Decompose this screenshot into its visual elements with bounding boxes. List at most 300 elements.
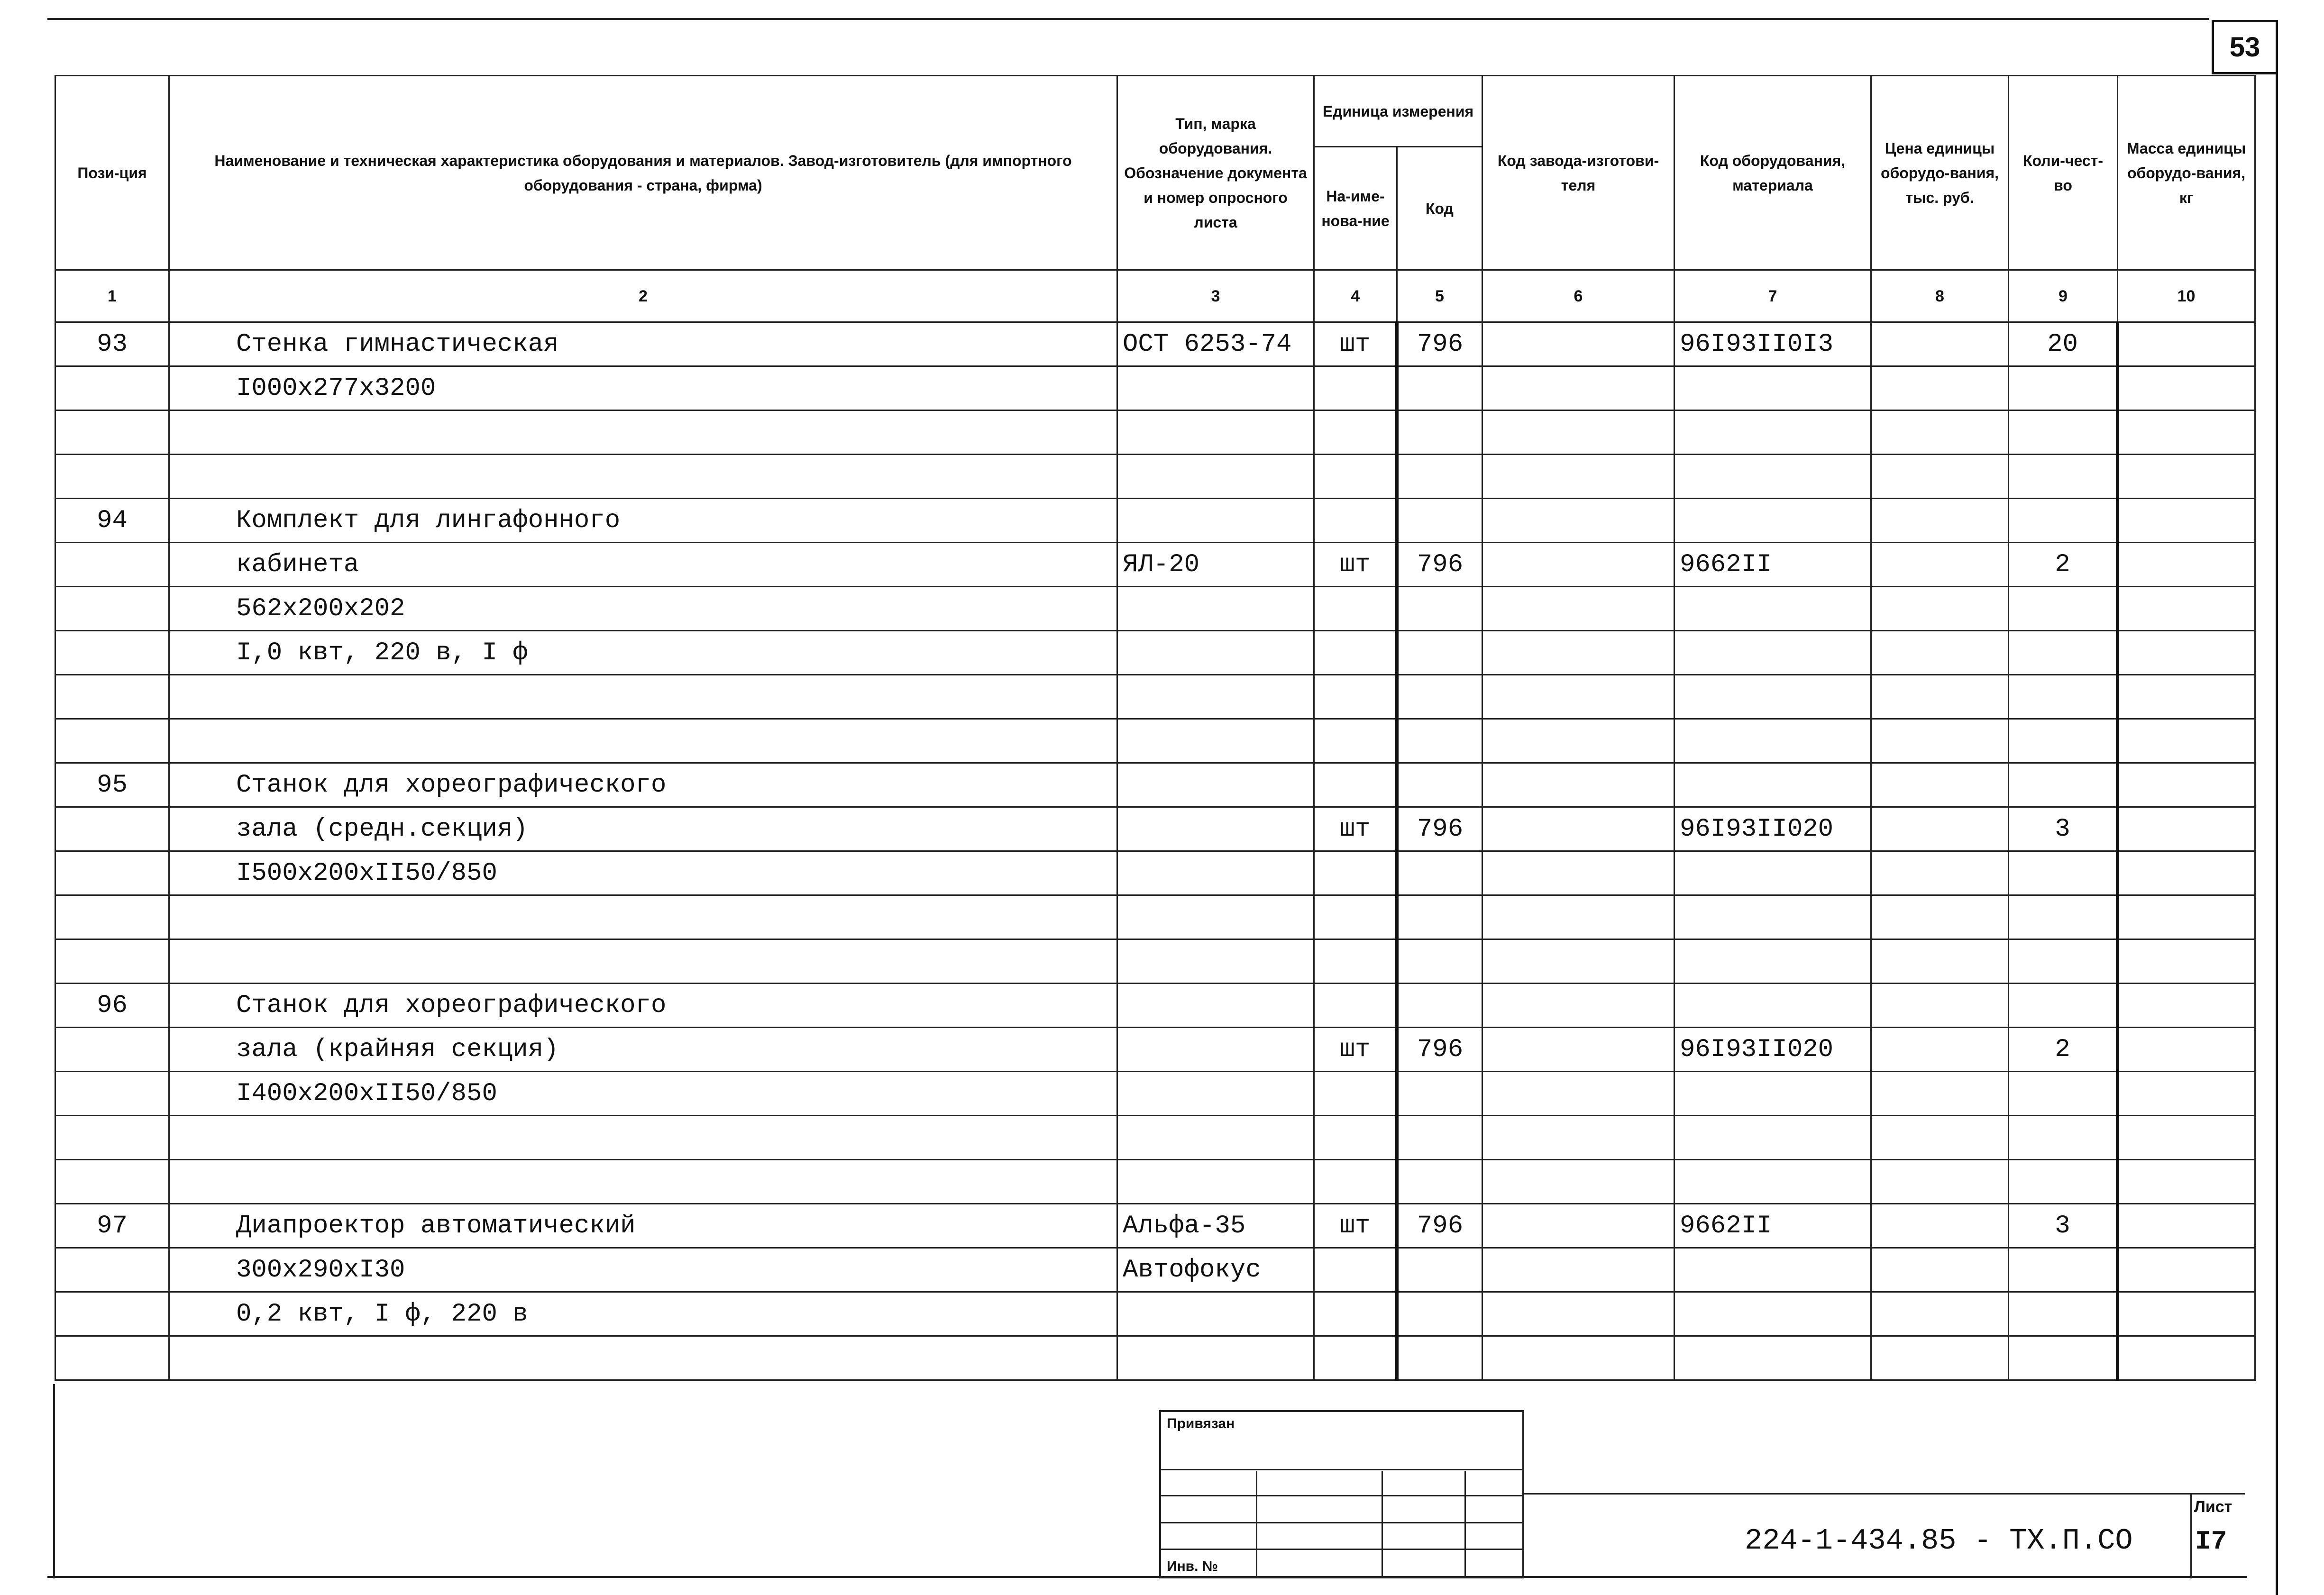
document-code: 224-1-434.85 - ТХ.П.СО <box>1745 1524 2133 1558</box>
mass-cell <box>2118 984 2255 1028</box>
type-cell <box>1117 984 1314 1028</box>
unit-code-cell: 796 <box>1397 322 1482 366</box>
price-cell <box>1871 984 2009 1028</box>
price-cell <box>1871 895 2009 939</box>
mass-cell <box>2118 1072 2255 1116</box>
table-row <box>55 1028 2255 1072</box>
type-cell: ЯЛ-20 <box>1117 543 1314 587</box>
mass-cell <box>2118 366 2255 410</box>
table-row <box>55 1292 2255 1336</box>
equipment-code-cell <box>1674 675 1871 719</box>
equipment-code-cell: 96I93II020 <box>1674 1028 1871 1072</box>
equipment-code-cell <box>1674 984 1871 1028</box>
header-factory-code: Код завода-изготови-теля <box>1482 76 1674 270</box>
unit-code-cell <box>1397 1116 1482 1160</box>
quantity-cell <box>2009 675 2118 719</box>
price-cell <box>1871 587 2009 631</box>
quantity-cell <box>2009 851 2118 895</box>
type-cell: Автофокус <box>1117 1248 1314 1292</box>
name-cell <box>169 939 1117 984</box>
type-cell <box>1117 719 1314 763</box>
unit-cell <box>1314 1292 1397 1336</box>
quantity-cell <box>2009 1248 2118 1292</box>
price-cell <box>1871 939 2009 984</box>
position-cell: 97 <box>55 1204 169 1248</box>
price-cell <box>1871 631 2009 675</box>
unit-cell <box>1314 1248 1397 1292</box>
table-row <box>55 895 2255 939</box>
position-cell <box>55 1336 169 1380</box>
factory-code-cell <box>1482 675 1674 719</box>
page-number: 53 <box>2212 20 2278 74</box>
type-cell <box>1117 1028 1314 1072</box>
equipment-code-cell <box>1674 499 1871 543</box>
type-cell <box>1117 1072 1314 1116</box>
table-row <box>55 1072 2255 1116</box>
unit-code-cell <box>1397 1292 1482 1336</box>
column-number: 2 <box>169 270 1117 322</box>
unit-cell: шт <box>1314 322 1397 366</box>
factory-code-cell <box>1482 1160 1674 1204</box>
name-cell: 300x290xI30 <box>169 1248 1117 1292</box>
name-cell: I400x200xII50/850 <box>169 1072 1117 1116</box>
name-cell: 0,2 квт, I ф, 220 в <box>169 1292 1117 1336</box>
position-cell <box>55 851 169 895</box>
quantity-cell: 3 <box>2009 807 2118 851</box>
equipment-code-cell: 9662II <box>1674 1204 1871 1248</box>
type-cell <box>1117 763 1314 807</box>
price-cell <box>1871 410 2009 455</box>
factory-code-cell <box>1482 763 1674 807</box>
table-row <box>55 410 2255 455</box>
equipment-code-cell <box>1674 1292 1871 1336</box>
quantity-cell <box>2009 939 2118 984</box>
equipment-code-cell <box>1674 1160 1871 1204</box>
table-row <box>55 851 2255 895</box>
factory-code-cell <box>1482 499 1674 543</box>
header-type: Тип, марка оборудования. Обозначение документа и номер опросного листа <box>1117 76 1314 270</box>
type-cell <box>1117 939 1314 984</box>
quantity-cell <box>2009 499 2118 543</box>
header-unit-name: На-име-нова-ние <box>1314 147 1397 270</box>
unit-code-cell <box>1397 851 1482 895</box>
price-cell <box>1871 1028 2009 1072</box>
equipment-code-cell <box>1674 1336 1871 1380</box>
unit-code-cell <box>1397 1336 1482 1380</box>
equipment-code-cell: 9662II <box>1674 543 1871 587</box>
unit-cell <box>1314 895 1397 939</box>
unit-cell <box>1314 499 1397 543</box>
factory-code-cell <box>1482 410 1674 455</box>
right-frame-rule <box>2276 73 2278 1595</box>
equipment-code-cell <box>1674 631 1871 675</box>
unit-cell: шт <box>1314 807 1397 851</box>
position-cell <box>55 675 169 719</box>
position-cell <box>55 587 169 631</box>
price-cell <box>1871 763 2009 807</box>
column-number: 8 <box>1871 270 2009 322</box>
type-cell <box>1117 410 1314 455</box>
table-row <box>55 366 2255 410</box>
column-number: 4 <box>1314 270 1397 322</box>
table-row <box>55 499 2255 543</box>
table-row <box>55 631 2255 675</box>
type-cell <box>1117 895 1314 939</box>
name-cell <box>169 455 1117 499</box>
equipment-code-cell <box>1674 455 1871 499</box>
unit-cell: шт <box>1314 1204 1397 1248</box>
factory-code-cell <box>1482 322 1674 366</box>
name-cell: Стенка гимнастическая <box>169 322 1117 366</box>
position-cell <box>55 895 169 939</box>
price-cell <box>1871 543 2009 587</box>
table-row <box>55 587 2255 631</box>
unit-cell <box>1314 631 1397 675</box>
sheet-label: Лист <box>2194 1498 2233 1516</box>
name-cell: зала (средн.секция) <box>169 807 1117 851</box>
name-cell: 562x200x202 <box>169 587 1117 631</box>
type-cell <box>1117 1116 1314 1160</box>
column-number: 3 <box>1117 270 1314 322</box>
factory-code-cell <box>1482 631 1674 675</box>
quantity-cell <box>2009 763 2118 807</box>
mass-cell <box>2118 807 2255 851</box>
unit-code-cell <box>1397 675 1482 719</box>
factory-code-cell <box>1482 1204 1674 1248</box>
position-cell <box>55 1160 169 1204</box>
unit-cell <box>1314 675 1397 719</box>
factory-code-cell <box>1482 1248 1674 1292</box>
unit-code-cell <box>1397 1072 1482 1116</box>
mass-cell <box>2118 1336 2255 1380</box>
mass-cell <box>2118 410 2255 455</box>
equipment-code-cell <box>1674 1248 1871 1292</box>
quantity-cell <box>2009 587 2118 631</box>
name-cell: кабинета <box>169 543 1117 587</box>
name-cell: Диапроектор автоматический <box>169 1204 1117 1248</box>
position-cell: 94 <box>55 499 169 543</box>
equipment-spec-table <box>55 75 2256 1381</box>
equipment-code-cell <box>1674 939 1871 984</box>
frame-left-rule <box>53 1384 55 1578</box>
unit-cell: шт <box>1314 543 1397 587</box>
equipment-code-cell <box>1674 851 1871 895</box>
table-row <box>55 455 2255 499</box>
mass-cell <box>2118 1116 2255 1160</box>
unit-code-cell <box>1397 366 1482 410</box>
table-row <box>55 543 2255 587</box>
type-cell <box>1117 587 1314 631</box>
equipment-code-cell <box>1674 1072 1871 1116</box>
unit-code-cell <box>1397 939 1482 984</box>
stamp-line <box>1256 1471 1257 1577</box>
mass-cell <box>2118 1248 2255 1292</box>
mass-cell <box>2118 763 2255 807</box>
position-cell <box>55 1248 169 1292</box>
mass-cell <box>2118 939 2255 984</box>
equipment-code-cell <box>1674 366 1871 410</box>
quantity-cell <box>2009 895 2118 939</box>
price-cell <box>1871 1292 2009 1336</box>
factory-code-cell <box>1482 543 1674 587</box>
mass-cell <box>2118 895 2255 939</box>
unit-code-cell <box>1397 984 1482 1028</box>
name-cell: Станок для хореографического <box>169 763 1117 807</box>
name-cell: I500x200xII50/850 <box>169 851 1117 895</box>
unit-code-cell: 796 <box>1397 1204 1482 1248</box>
mass-cell <box>2118 675 2255 719</box>
unit-cell <box>1314 984 1397 1028</box>
sheet-number: I7 <box>2195 1526 2227 1557</box>
factory-code-cell <box>1482 366 1674 410</box>
position-cell <box>55 631 169 675</box>
position-cell <box>55 1116 169 1160</box>
column-number: 5 <box>1397 270 1482 322</box>
bottom-rule <box>47 1576 2247 1578</box>
name-cell: I,0 квт, 220 в, I ф <box>169 631 1117 675</box>
quantity-cell <box>2009 1292 2118 1336</box>
table-row <box>55 1160 2255 1204</box>
table-row <box>55 719 2255 763</box>
table-row <box>55 939 2255 984</box>
price-cell <box>1871 1336 2009 1380</box>
quantity-cell <box>2009 719 2118 763</box>
equipment-code-cell: 96I93II0I3 <box>1674 322 1871 366</box>
mass-cell <box>2118 322 2255 366</box>
position-cell <box>55 543 169 587</box>
position-cell: 93 <box>55 322 169 366</box>
position-cell: 96 <box>55 984 169 1028</box>
title-block-rule <box>1524 1493 2245 1495</box>
binding-stamp <box>1159 1410 1524 1578</box>
unit-cell <box>1314 1072 1397 1116</box>
factory-code-cell <box>1482 1028 1674 1072</box>
mass-cell <box>2118 1204 2255 1248</box>
quantity-cell <box>2009 1116 2118 1160</box>
name-cell <box>169 675 1117 719</box>
unit-code-cell <box>1397 455 1482 499</box>
mass-cell <box>2118 455 2255 499</box>
name-cell: зала (крайняя секция) <box>169 1028 1117 1072</box>
mass-cell <box>2118 1160 2255 1204</box>
price-cell <box>1871 366 2009 410</box>
header-unit-code: Код <box>1397 147 1482 270</box>
price-cell <box>1871 719 2009 763</box>
table-row <box>55 984 2255 1028</box>
unit-code-cell <box>1397 1248 1482 1292</box>
unit-cell <box>1314 455 1397 499</box>
type-cell <box>1117 807 1314 851</box>
position-cell <box>55 939 169 984</box>
unit-cell <box>1314 1160 1397 1204</box>
type-cell: Альфа-35 <box>1117 1204 1314 1248</box>
header-price: Цена единицы оборудо-вания, тыс. руб. <box>1871 76 2009 270</box>
unit-cell <box>1314 1336 1397 1380</box>
quantity-cell <box>2009 1336 2118 1380</box>
factory-code-cell <box>1482 939 1674 984</box>
quantity-cell <box>2009 410 2118 455</box>
unit-cell <box>1314 851 1397 895</box>
type-cell <box>1117 1292 1314 1336</box>
header-quantity: Коли-чест-во <box>2009 76 2118 270</box>
unit-cell <box>1314 939 1397 984</box>
table-row <box>55 675 2255 719</box>
name-cell <box>169 1160 1117 1204</box>
type-cell <box>1117 499 1314 543</box>
type-cell <box>1117 851 1314 895</box>
mass-cell <box>2118 719 2255 763</box>
position-cell <box>55 719 169 763</box>
mass-cell <box>2118 1292 2255 1336</box>
type-cell <box>1117 366 1314 410</box>
table-row <box>55 1248 2255 1292</box>
position-cell <box>55 1028 169 1072</box>
mass-cell <box>2118 631 2255 675</box>
price-cell <box>1871 1072 2009 1116</box>
quantity-cell: 2 <box>2009 1028 2118 1072</box>
unit-code-cell <box>1397 719 1482 763</box>
type-cell <box>1117 455 1314 499</box>
unit-code-cell <box>1397 631 1482 675</box>
price-cell <box>1871 1160 2009 1204</box>
quantity-cell: 3 <box>2009 1204 2118 1248</box>
name-cell <box>169 410 1117 455</box>
quantity-cell <box>2009 455 2118 499</box>
price-cell <box>1871 1204 2009 1248</box>
name-cell <box>169 895 1117 939</box>
mass-cell <box>2118 543 2255 587</box>
position-cell <box>55 455 169 499</box>
mass-cell <box>2118 499 2255 543</box>
inventory-label: Инв. № <box>1167 1559 1218 1574</box>
equipment-code-cell <box>1674 895 1871 939</box>
unit-cell <box>1314 587 1397 631</box>
unit-code-cell <box>1397 895 1482 939</box>
unit-cell <box>1314 366 1397 410</box>
unit-code-cell <box>1397 410 1482 455</box>
quantity-cell <box>2009 984 2118 1028</box>
price-cell <box>1871 675 2009 719</box>
stamp-line <box>1161 1522 1522 1523</box>
unit-cell: шт <box>1314 1028 1397 1072</box>
price-cell <box>1871 807 2009 851</box>
position-cell: 95 <box>55 763 169 807</box>
stamp-line <box>1161 1469 1522 1470</box>
factory-code-cell <box>1482 895 1674 939</box>
table-row <box>55 1336 2255 1380</box>
table-row <box>55 322 2255 366</box>
column-number: 6 <box>1482 270 1674 322</box>
type-cell: ОСТ 6253-74 <box>1117 322 1314 366</box>
type-cell <box>1117 1160 1314 1204</box>
unit-cell <box>1314 1116 1397 1160</box>
column-number: 1 <box>55 270 169 322</box>
position-cell <box>55 366 169 410</box>
type-cell <box>1117 1336 1314 1380</box>
header-position: Пози-ция <box>55 76 169 270</box>
name-cell <box>169 719 1117 763</box>
price-cell <box>1871 1248 2009 1292</box>
factory-code-cell <box>1482 1116 1674 1160</box>
factory-code-cell <box>1482 851 1674 895</box>
header-unit-group: Единица измерения <box>1314 76 1482 147</box>
position-cell <box>55 807 169 851</box>
header-equipment-code: Код оборудования, материала <box>1674 76 1871 270</box>
factory-code-cell <box>1482 587 1674 631</box>
mass-cell <box>2118 851 2255 895</box>
equipment-code-cell <box>1674 587 1871 631</box>
price-cell <box>1871 455 2009 499</box>
unit-cell <box>1314 763 1397 807</box>
price-cell <box>1871 851 2009 895</box>
column-number: 10 <box>2118 270 2255 322</box>
quantity-cell <box>2009 1072 2118 1116</box>
unit-code-cell: 796 <box>1397 1028 1482 1072</box>
stamp-line <box>1161 1495 1522 1496</box>
equipment-code-cell <box>1674 763 1871 807</box>
mass-cell <box>2118 1028 2255 1072</box>
equipment-code-cell: 96I93II020 <box>1674 807 1871 851</box>
name-cell: Комплект для лингафонного <box>169 499 1117 543</box>
column-number: 9 <box>2009 270 2118 322</box>
factory-code-cell <box>1482 1336 1674 1380</box>
position-cell <box>55 1292 169 1336</box>
type-cell <box>1117 675 1314 719</box>
mass-cell <box>2118 587 2255 631</box>
factory-code-cell <box>1482 455 1674 499</box>
quantity-cell: 20 <box>2009 322 2118 366</box>
name-cell: I000x277x3200 <box>169 366 1117 410</box>
table-row <box>55 763 2255 807</box>
quantity-cell <box>2009 1160 2118 1204</box>
equipment-code-cell <box>1674 410 1871 455</box>
unit-code-cell <box>1397 763 1482 807</box>
factory-code-cell <box>1482 807 1674 851</box>
unit-code-cell <box>1397 499 1482 543</box>
unit-cell <box>1314 410 1397 455</box>
quantity-cell <box>2009 366 2118 410</box>
unit-code-cell: 796 <box>1397 543 1482 587</box>
equipment-code-cell <box>1674 1116 1871 1160</box>
table-row <box>55 807 2255 851</box>
factory-code-cell <box>1482 719 1674 763</box>
unit-code-cell <box>1397 587 1482 631</box>
quantity-cell: 2 <box>2009 543 2118 587</box>
position-cell <box>55 410 169 455</box>
stamp-line <box>1464 1471 1466 1577</box>
name-cell: Станок для хореографического <box>169 984 1117 1028</box>
position-cell <box>55 1072 169 1116</box>
type-cell <box>1117 631 1314 675</box>
name-cell <box>169 1336 1117 1380</box>
factory-code-cell <box>1482 984 1674 1028</box>
stamp-line <box>1161 1549 1522 1550</box>
header-mass: Масса единицы оборудо-вания, кг <box>2118 76 2255 270</box>
stamp-line <box>1382 1471 1383 1577</box>
top-rule <box>47 18 2209 20</box>
bound-label: Привязан <box>1167 1416 1235 1431</box>
column-number: 7 <box>1674 270 1871 322</box>
name-cell <box>169 1116 1117 1160</box>
factory-code-cell <box>1482 1292 1674 1336</box>
header-name: Наименование и техническая характеристика оборудования и материалов. Завод-изготовитель (для импортного оборудования - страна, фирма) <box>169 76 1117 270</box>
table-row <box>55 1204 2255 1248</box>
quantity-cell <box>2009 631 2118 675</box>
price-cell <box>1871 499 2009 543</box>
price-cell <box>1871 1116 2009 1160</box>
factory-code-cell <box>1482 1072 1674 1116</box>
unit-cell <box>1314 719 1397 763</box>
